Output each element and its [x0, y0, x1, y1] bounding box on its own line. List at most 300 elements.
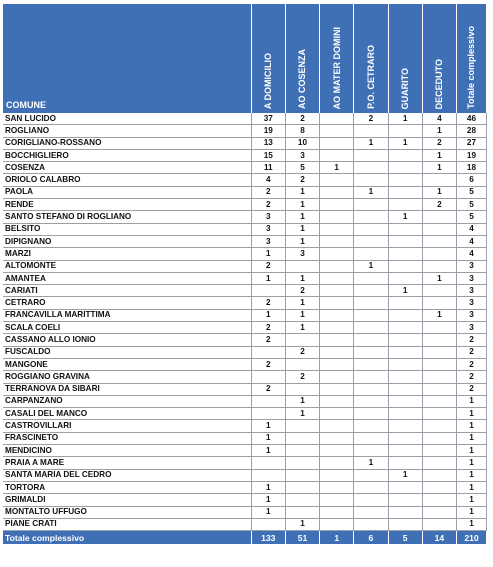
table-row — [3, 199, 487, 211]
table-cell: 2 — [251, 334, 285, 346]
table-cell: 2 — [456, 358, 486, 370]
table-cell — [388, 322, 422, 334]
table-cell — [285, 445, 319, 457]
table-row — [3, 445, 487, 457]
table-cell: 1 — [251, 445, 285, 457]
table-cell: 19 — [456, 149, 486, 161]
table-cell: 1 — [320, 162, 354, 174]
table-cell — [285, 432, 319, 444]
table-cell — [320, 125, 354, 137]
table-cell — [354, 272, 388, 284]
table-cell — [320, 186, 354, 198]
table-cell: 1 — [456, 481, 486, 493]
total-row — [3, 531, 487, 545]
table-row — [3, 334, 487, 346]
table-cell: 18 — [456, 162, 486, 174]
table-row — [3, 420, 487, 432]
table-cell: 2 — [251, 383, 285, 395]
comune-name: ORIOLO CALABRO — [3, 174, 251, 186]
table-cell — [251, 395, 285, 407]
table-cell — [354, 383, 388, 395]
comune-name: PRAIA A MARE — [3, 457, 251, 469]
table-cell — [354, 235, 388, 247]
table-cell — [422, 346, 456, 358]
table-row — [3, 174, 487, 186]
comune-name: PIANE CRATI — [3, 518, 251, 530]
table-cell — [388, 248, 422, 260]
table-cell — [388, 420, 422, 432]
table-cell: 2 — [251, 358, 285, 370]
table-cell: 1 — [456, 457, 486, 469]
table-cell: 1 — [251, 481, 285, 493]
table-cell — [251, 518, 285, 530]
table-cell — [388, 395, 422, 407]
table-cell — [251, 285, 285, 297]
table-cell — [388, 223, 422, 235]
table-cell — [422, 235, 456, 247]
table-cell — [388, 162, 422, 174]
comune-name: BOCCHIGLIERO — [3, 149, 251, 161]
table-cell — [388, 149, 422, 161]
table-cell — [354, 248, 388, 260]
table-cell — [388, 358, 422, 370]
table-cell — [285, 457, 319, 469]
table-cell — [388, 481, 422, 493]
table-cell — [354, 420, 388, 432]
table-cell: 15 — [251, 149, 285, 161]
table-cell — [422, 322, 456, 334]
table-cell: 5 — [456, 186, 486, 198]
table-cell — [320, 248, 354, 260]
table-cell — [354, 334, 388, 346]
table-row — [3, 494, 487, 506]
table-cell: 1 — [456, 408, 486, 420]
table-cell: 1 — [354, 260, 388, 272]
header-ao-mater-domini — [320, 4, 354, 113]
comune-name: MANGONE — [3, 358, 251, 370]
table-row — [3, 285, 487, 297]
comune-name: DIPIGNANO — [3, 235, 251, 247]
table-cell: 1 — [285, 297, 319, 309]
table-cell — [422, 457, 456, 469]
table-cell: 1 — [422, 272, 456, 284]
table-cell — [422, 494, 456, 506]
table-cell: 1 — [285, 186, 319, 198]
table-cell — [388, 199, 422, 211]
comune-name: BELSITO — [3, 223, 251, 235]
comune-name: CASTROVILLARI — [3, 420, 251, 432]
table-row — [3, 518, 487, 530]
table-cell: 3 — [456, 309, 486, 321]
table-cell — [422, 260, 456, 272]
table-cell — [422, 408, 456, 420]
comune-name: FUSCALDO — [3, 346, 251, 358]
table-cell: 1 — [285, 395, 319, 407]
table-cell: 1 — [285, 199, 319, 211]
comune-name: AMANTEA — [3, 272, 251, 284]
table-cell — [388, 371, 422, 383]
header-label: AO MATER DOMINI — [331, 26, 342, 109]
table-cell — [285, 469, 319, 481]
table-cell: 1 — [285, 309, 319, 321]
table-cell — [320, 383, 354, 395]
header-totale-complessivo — [456, 4, 486, 113]
table-cell: 2 — [422, 199, 456, 211]
table-cell — [320, 235, 354, 247]
table-row — [3, 457, 487, 469]
table-cell — [388, 432, 422, 444]
total-cell: 133 — [251, 531, 285, 545]
table-cell — [422, 481, 456, 493]
table-cell — [388, 125, 422, 137]
table-cell — [320, 494, 354, 506]
table-cell — [422, 297, 456, 309]
table-cell — [388, 506, 422, 518]
table-cell — [285, 260, 319, 272]
table-cell — [320, 506, 354, 518]
table-cell: 2 — [456, 346, 486, 358]
table-cell — [354, 395, 388, 407]
comune-name: MENDICINO — [3, 445, 251, 457]
table-cell: 2 — [285, 346, 319, 358]
comune-name: SCALA COELI — [3, 322, 251, 334]
table-row — [3, 260, 487, 272]
table-cell — [388, 309, 422, 321]
table-cell — [422, 469, 456, 481]
comune-name: FRANCAVILLA MARITTIMA — [3, 309, 251, 321]
total-cell: 5 — [388, 531, 422, 545]
table-cell — [354, 211, 388, 223]
table-cell — [388, 494, 422, 506]
table-cell — [388, 334, 422, 346]
table-cell — [320, 199, 354, 211]
table-cell: 6 — [456, 174, 486, 186]
table-cell: 1 — [456, 432, 486, 444]
table-row — [3, 248, 487, 260]
table-cell — [320, 358, 354, 370]
table-cell: 1 — [422, 309, 456, 321]
table-cell — [388, 383, 422, 395]
table-cell — [320, 334, 354, 346]
table-cell — [320, 469, 354, 481]
table-cell — [388, 186, 422, 198]
table-cell: 2 — [285, 371, 319, 383]
table-cell — [320, 395, 354, 407]
table-cell — [320, 285, 354, 297]
table-cell: 1 — [285, 272, 319, 284]
comune-name: ROGLIANO — [3, 125, 251, 137]
table-body — [3, 113, 487, 531]
table-row — [3, 149, 487, 161]
data-table-container — [3, 4, 487, 544]
table-cell — [320, 137, 354, 149]
table-row — [3, 211, 487, 223]
table-cell — [422, 248, 456, 260]
table-cell — [320, 297, 354, 309]
table-cell — [422, 223, 456, 235]
table-cell: 1 — [388, 211, 422, 223]
table-cell — [320, 149, 354, 161]
header-label: P.O. CETRARO — [365, 45, 376, 109]
table-cell: 19 — [251, 125, 285, 137]
table-cell — [354, 469, 388, 481]
header-label: AO COSENZA — [297, 48, 308, 109]
comune-name: COSENZA — [3, 162, 251, 174]
table-cell: 1 — [422, 186, 456, 198]
table-cell — [320, 174, 354, 186]
table-cell: 2 — [285, 113, 319, 125]
table-cell: 2 — [251, 186, 285, 198]
header-label: DECEDUTO — [434, 58, 445, 109]
table-cell — [354, 285, 388, 297]
table-cell: 1 — [422, 162, 456, 174]
table-cell: 2 — [285, 174, 319, 186]
table-cell: 2 — [456, 371, 486, 383]
table-cell — [285, 334, 319, 346]
table-cell: 10 — [285, 137, 319, 149]
table-cell — [320, 371, 354, 383]
table-cell — [422, 174, 456, 186]
table-cell — [285, 420, 319, 432]
table-cell — [422, 420, 456, 432]
table-cell — [388, 297, 422, 309]
table-cell — [320, 260, 354, 272]
table-cell: 4 — [456, 223, 486, 235]
total-label: Totale complessivo — [3, 531, 251, 545]
table-cell: 3 — [285, 248, 319, 260]
table-cell: 1 — [388, 137, 422, 149]
total-cell: 210 — [456, 531, 486, 545]
table-row — [3, 432, 487, 444]
comune-name: RENDE — [3, 199, 251, 211]
table-cell — [354, 125, 388, 137]
table-cell — [422, 211, 456, 223]
table-cell: 1 — [251, 309, 285, 321]
comune-name: SAN LUCIDO — [3, 113, 251, 125]
header-label: Totale complessivo — [466, 26, 477, 109]
table-row — [3, 113, 487, 125]
header-label: A DOMICILIO — [263, 52, 274, 109]
table-cell — [320, 322, 354, 334]
table-cell: 1 — [285, 235, 319, 247]
table-cell: 5 — [456, 199, 486, 211]
table-cell: 3 — [251, 223, 285, 235]
comune-name: MARZI — [3, 248, 251, 260]
header-deceduto — [422, 4, 456, 113]
table-cell: 2 — [456, 334, 486, 346]
table-cell — [251, 346, 285, 358]
table-cell — [285, 494, 319, 506]
table-cell — [388, 518, 422, 530]
table-cell — [354, 358, 388, 370]
table-row — [3, 223, 487, 235]
table-cell: 1 — [251, 248, 285, 260]
table-cell: 1 — [285, 322, 319, 334]
table-row — [3, 383, 487, 395]
comune-name: TORTORA — [3, 481, 251, 493]
table-cell — [422, 518, 456, 530]
table-cell: 1 — [388, 469, 422, 481]
table-cell — [354, 309, 388, 321]
table-cell — [320, 420, 354, 432]
table-cell — [388, 346, 422, 358]
table-cell — [354, 162, 388, 174]
table-cell: 1 — [456, 445, 486, 457]
table-cell — [354, 322, 388, 334]
table-cell: 46 — [456, 113, 486, 125]
table-cell — [422, 506, 456, 518]
table-cell — [354, 149, 388, 161]
comune-name: CETRARO — [3, 297, 251, 309]
table-cell: 2 — [354, 113, 388, 125]
table-cell: 3 — [285, 149, 319, 161]
table-row — [3, 297, 487, 309]
table-cell: 5 — [285, 162, 319, 174]
table-row — [3, 186, 487, 198]
comune-name: CARPANZANO — [3, 395, 251, 407]
table-row — [3, 309, 487, 321]
table-cell: 1 — [285, 518, 319, 530]
table-cell — [422, 383, 456, 395]
table-cell: 1 — [251, 432, 285, 444]
table-row — [3, 481, 487, 493]
table-cell: 1 — [456, 395, 486, 407]
table-cell — [422, 395, 456, 407]
table-cell — [354, 223, 388, 235]
table-row — [3, 371, 487, 383]
table-cell: 3 — [456, 322, 486, 334]
table-row — [3, 506, 487, 518]
table-cell: 3 — [456, 297, 486, 309]
header-a-domicilio — [251, 4, 285, 113]
table-cell — [388, 260, 422, 272]
total-cell: 1 — [320, 531, 354, 545]
table-cell: 1 — [285, 223, 319, 235]
table-cell — [320, 113, 354, 125]
table-cell — [320, 457, 354, 469]
table-cell: 1 — [354, 186, 388, 198]
table-row — [3, 162, 487, 174]
table-cell: 1 — [285, 408, 319, 420]
table-cell: 2 — [422, 137, 456, 149]
table-cell — [354, 481, 388, 493]
table-row — [3, 125, 487, 137]
table-cell — [422, 285, 456, 297]
comune-name: ALTOMONTE — [3, 260, 251, 272]
covid-cases-table — [3, 4, 487, 544]
table-cell: 3 — [456, 272, 486, 284]
table-cell — [422, 371, 456, 383]
comune-name: FRASCINETO — [3, 432, 251, 444]
table-cell: 3 — [456, 285, 486, 297]
table-cell: 1 — [285, 211, 319, 223]
total-cell: 51 — [285, 531, 319, 545]
table-cell: 3 — [456, 260, 486, 272]
table-cell: 5 — [456, 211, 486, 223]
total-cell: 14 — [422, 531, 456, 545]
table-cell: 1 — [388, 285, 422, 297]
comune-name: ROGGIANO GRAVINA — [3, 371, 251, 383]
table-cell — [285, 383, 319, 395]
table-cell: 1 — [456, 420, 486, 432]
comune-name: MONTALTO UFFUGO — [3, 506, 251, 518]
table-cell — [422, 445, 456, 457]
table-row — [3, 395, 487, 407]
table-cell — [354, 494, 388, 506]
table-cell: 2 — [251, 297, 285, 309]
table-cell: 13 — [251, 137, 285, 149]
table-cell: 2 — [251, 199, 285, 211]
table-row — [3, 235, 487, 247]
table-cell — [251, 457, 285, 469]
table-row — [3, 358, 487, 370]
table-cell — [320, 309, 354, 321]
table-cell: 4 — [251, 174, 285, 186]
table-cell — [320, 481, 354, 493]
table-cell — [354, 199, 388, 211]
table-cell — [251, 469, 285, 481]
table-cell: 4 — [456, 235, 486, 247]
table-cell: 1 — [251, 420, 285, 432]
table-cell: 1 — [422, 125, 456, 137]
table-cell — [354, 174, 388, 186]
table-cell — [285, 506, 319, 518]
table-cell: 1 — [354, 457, 388, 469]
table-cell — [320, 223, 354, 235]
table-cell — [320, 272, 354, 284]
table-cell: 4 — [456, 248, 486, 260]
table-cell — [388, 408, 422, 420]
table-cell — [320, 211, 354, 223]
comune-name: GRIMALDI — [3, 494, 251, 506]
table-cell — [320, 518, 354, 530]
table-row — [3, 469, 487, 481]
table-cell: 1 — [251, 506, 285, 518]
table-cell: 2 — [251, 260, 285, 272]
table-cell — [285, 358, 319, 370]
table-cell — [422, 358, 456, 370]
table-cell: 3 — [251, 235, 285, 247]
comune-name: CASALI DEL MANCO — [3, 408, 251, 420]
comune-name: CORIGLIANO-ROSSANO — [3, 137, 251, 149]
table-cell: 1 — [456, 506, 486, 518]
table-cell — [320, 408, 354, 420]
table-cell: 1 — [422, 149, 456, 161]
total-cell: 6 — [354, 531, 388, 545]
table-cell — [354, 408, 388, 420]
table-cell — [422, 334, 456, 346]
table-row — [3, 322, 487, 334]
table-cell — [354, 297, 388, 309]
table-cell — [320, 445, 354, 457]
header-comune: COMUNE — [3, 4, 251, 113]
table-cell: 1 — [456, 494, 486, 506]
table-cell — [251, 371, 285, 383]
header-row — [3, 4, 487, 113]
table-cell — [285, 481, 319, 493]
header-po-cetraro — [354, 4, 388, 113]
comune-name: CARIATI — [3, 285, 251, 297]
table-cell — [354, 371, 388, 383]
table-cell: 28 — [456, 125, 486, 137]
table-cell — [388, 235, 422, 247]
table-cell: 4 — [422, 113, 456, 125]
table-cell: 2 — [456, 383, 486, 395]
table-cell — [388, 272, 422, 284]
table-cell — [388, 457, 422, 469]
table-cell: 3 — [251, 211, 285, 223]
table-cell: 2 — [251, 322, 285, 334]
